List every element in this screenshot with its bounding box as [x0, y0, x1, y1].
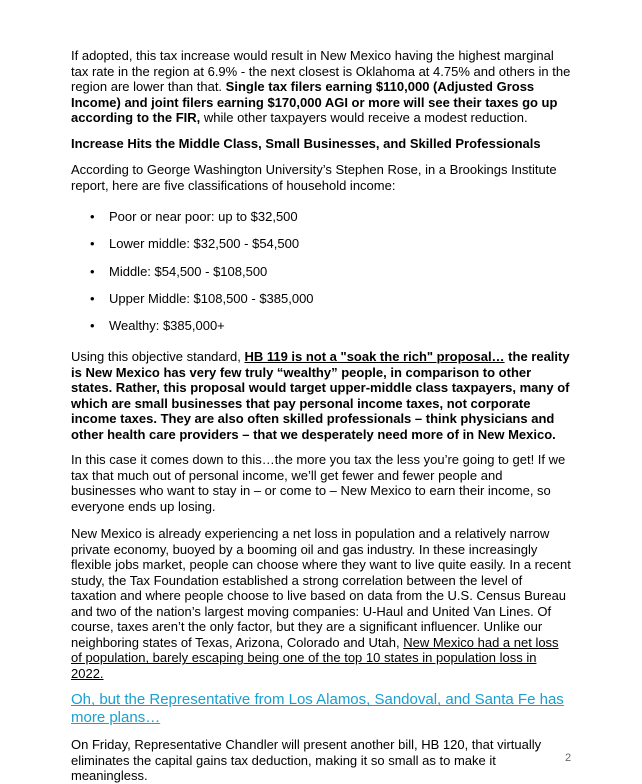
- income-class-list: [71, 209, 571, 345]
- list-item: • Wealthy: $385,000+: [71, 318, 571, 345]
- list-item: • Poor or near poor: up to $32,500: [71, 209, 571, 236]
- paragraph-hb120: On Friday, Representative Chandler will present another bill, HB 120, that virtually eliminates the capital gains tax deduction, making it so small as to make it meaningless.: [71, 737, 542, 784]
- list-item: • Upper Middle: $108,500 - $385,000: [71, 291, 571, 318]
- paragraph5-underlined: New Mexico had a net loss of population, barely escaping being one of the top 10 states in population loss in 2022.: [71, 634, 559, 681]
- link-heading-more-plans[interactable]: Oh, but the Representative from Los Alamos, Sandoval, and Santa Fe has more plans…: [71, 691, 564, 727]
- paragraph1-text-end: while other taxpayers would receive a modest reduction.: [200, 110, 528, 125]
- paragraph-tax-increase: [71, 48, 571, 126]
- list-item: • Middle: $54,500 - $108,500: [71, 264, 571, 291]
- paragraph-population-loss: [71, 526, 571, 681]
- section-heading: Increase Hits the Middle Class, Small Businesses, and Skilled Professionals: [71, 135, 541, 151]
- paragraph5-text: New Mexico is already experiencing a net loss in population and a relatively narrow private economy, buoyed by a booming oil and gas industry. In these increasingly flexible jobs market, people can choose where they want to live quite easily. In a recent study, the Tax Foundation established a strong correlation between the level of taxation and where people choose to live based on data from the U.S. Census Bureau and two of the nation’s largest moving companies: U-Haul and United Van Lines. Of course, taxes aren’t the only factor, but they are a significant influencer. Unlike our neighboring states of Texas, Arizona, Colorado and Utah,: [71, 526, 571, 650]
- paragraph3-bold: the reality is New Mexico has very few truly “wealthy” people, in comparison to other states. Rather, this proposal would target upper-middle class taxpayers, many of which are small businesses that pay personal income taxes, not corporate income taxes. They are also often skilled professionals – think physicians and other health care providers – that we desperately need more of in New Mexico.: [71, 349, 570, 442]
- paragraph-more-you-tax: In this case it comes down to this…the more you tax the less you’re going to get! If we tax that much out of personal income, we’ll get fewer and fewer people and businesses who want to stay in – or come to – New Mexico to earn their income, so everyone ends up losing.: [71, 452, 566, 514]
- paragraph1-text: If adopted, this tax increase would result in New Mexico having the highest marginal tax rate in the region at 6.9% - the next closest is Oklahoma at 4.75% and others in the region are lower than that.: [71, 48, 571, 94]
- list-item: • Lower middle: $32,500 - $54,500: [71, 236, 571, 263]
- paragraph-classifications-intro: According to George Washington University’s Stephen Rose, in a Brookings Institute report, here are five classifications of household income:: [71, 162, 557, 193]
- document-page: [71, 48, 571, 784]
- paragraph-objective-standard: [71, 349, 571, 442]
- paragraph1-bold: Single tax filers earning $110,000 (Adjusted Gross Income) and joint filers earning $170,000 AGI or more will see their taxes go up according to the FIR,: [71, 79, 558, 125]
- paragraph3-text: Using this objective standard,: [71, 349, 245, 365]
- paragraph3-underlined-bold: HB 119 is not a "soak the rich" proposal…: [244, 349, 505, 365]
- page-number: 2: [565, 752, 572, 764]
